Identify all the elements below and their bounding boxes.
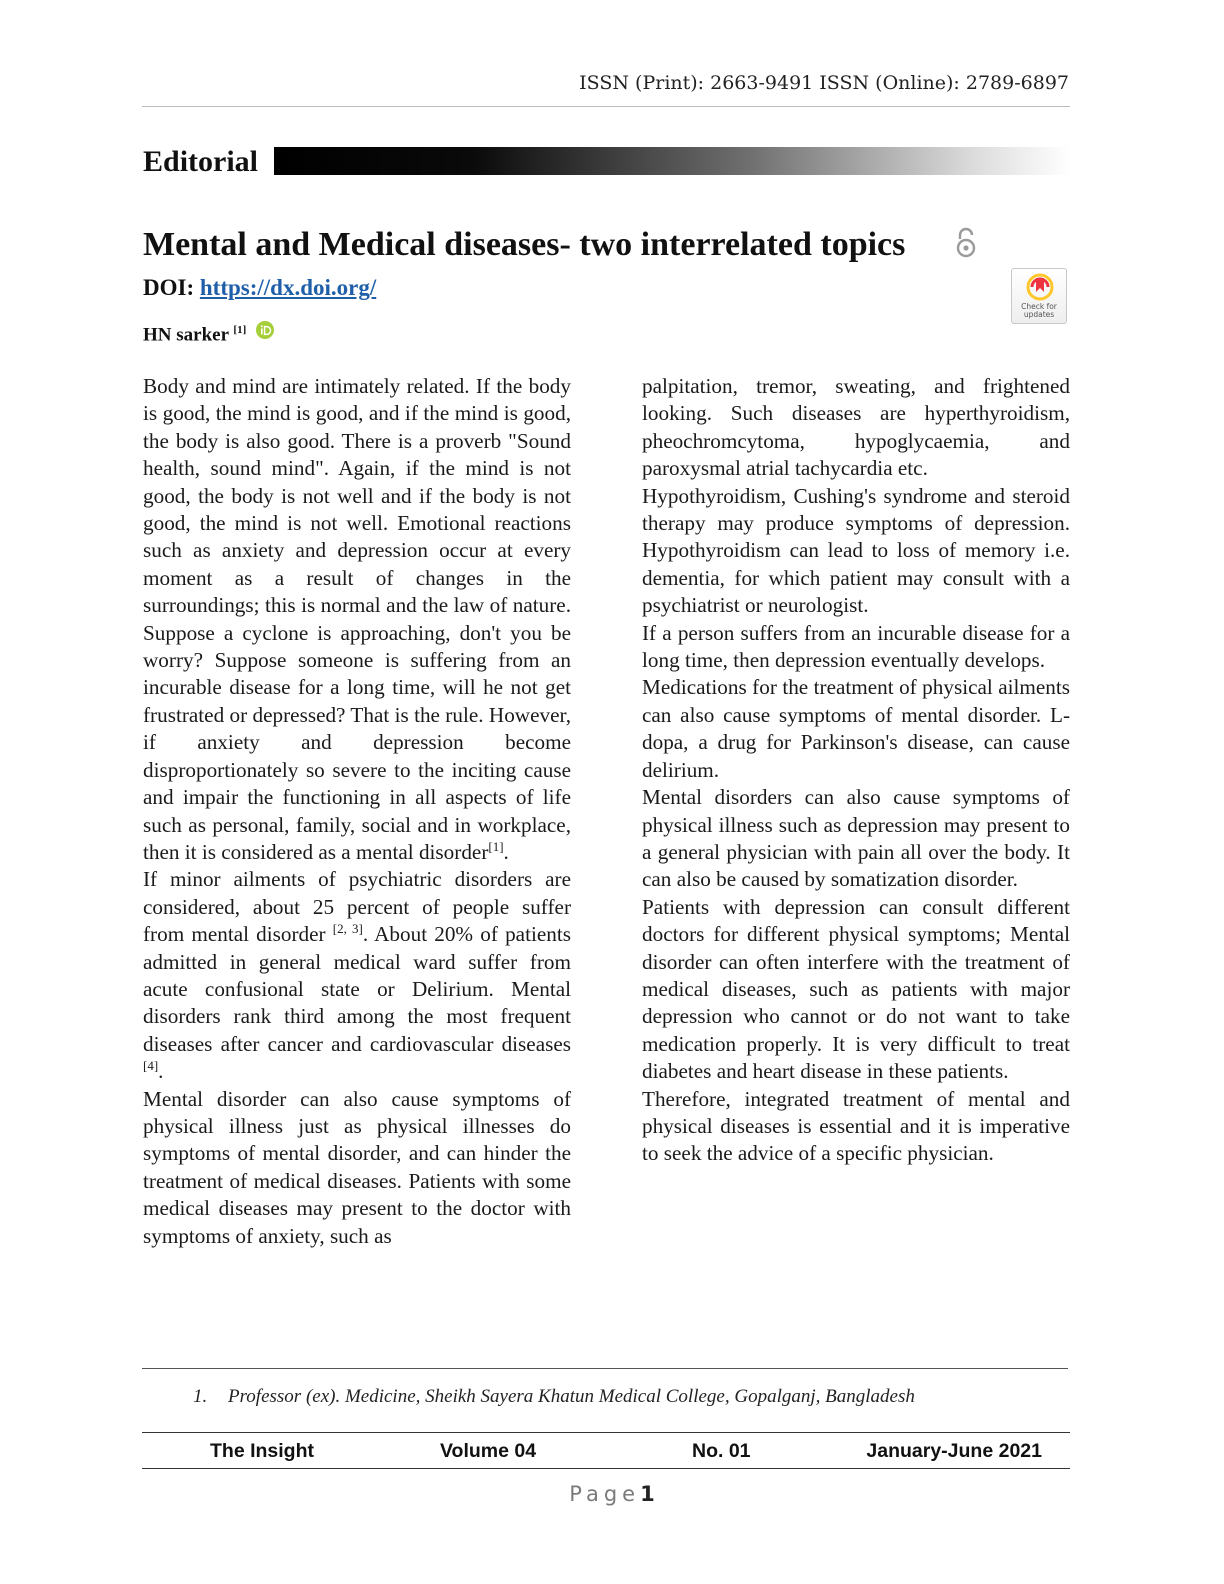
footnote-text: Professor (ex). Medicine, Sheikh Sayera Khatun Medical College, Gopalganj, Bangladesh: [228, 1386, 915, 1407]
body-column-right: [642, 373, 1070, 1168]
check-for-updates-text: [1012, 303, 1066, 319]
crossmark-icon: [1026, 273, 1054, 303]
body-column-left: [143, 373, 571, 1250]
author-line: [143, 324, 246, 346]
open-access-icon: [952, 226, 980, 260]
paragraph: If a person suffers from an incurable disease for a long time, then depression eventually develops.: [642, 620, 1070, 673]
doi-line: [143, 275, 376, 301]
paragraph: Hypothyroidism, Cushing's syndrome and steroid therapy may produce symptoms of depression. Hypothyroidism can lead to loss of memory i.e. dementia, for which patient may consult with a psychiatrist or neurologist.: [642, 483, 1070, 618]
author-affiliation-ref: [1]: [233, 324, 247, 336]
author-name: HN sarker: [143, 324, 229, 346]
footnote-number: 1.: [193, 1386, 208, 1407]
orcid-icon[interactable]: [256, 321, 274, 339]
paragraph-text: If minor ailments of psychiatric disorders are considered, about 25 percent of people suffer from mental disorder: [143, 867, 571, 947]
doi-label: DOI:: [143, 275, 195, 300]
paragraph: Mental disorder can also cause symptoms of physical illness just as physical illnesses do symptoms of mental disorder, and can hinder the treatment of medical diseases. Patients with some medical diseases may present to the doctor with symptoms of anxiety, such as: [143, 1086, 571, 1248]
footer-bottom-rule: [142, 1468, 1070, 1469]
section-gradient-bar: [274, 147, 1070, 175]
journal-volume: Volume 04: [440, 1440, 537, 1462]
badge-line-2: updates: [1023, 310, 1055, 319]
paragraph: Therefore, integrated treatment of mental and physical diseases is essential and it is imperative to seek the advice of a specific physician.: [642, 1086, 1070, 1166]
paragraph: Patients with depression can consult different doctors for different physical symptoms; Mental disorder can often interfere with the treatment of medical diseases, such as patients with major depression who cannot or do not want to take medication properly. It is very difficult to treat diabetes and heart disease in these patients.: [642, 894, 1070, 1084]
citation-ref: [1]: [488, 838, 504, 854]
paragraph: Medications for the treatment of physical ailments can also cause symptoms of mental disorder. L-dopa, a drug for Parkinson's disease, can cause delirium.: [642, 675, 1070, 782]
page-label: Page: [569, 1482, 641, 1506]
citation-ref: [4]: [143, 1058, 159, 1074]
journal-name: The Insight: [210, 1440, 314, 1462]
issn-header: ISSN (Print): 2663-9491 ISSN (Online): 2789-6897: [579, 72, 1069, 94]
paragraph-end: .: [158, 1059, 164, 1084]
article-title: Mental and Medical diseases- two interrelated topics: [143, 226, 906, 263]
badge-line-1: Check for: [1021, 302, 1057, 311]
section-label: Editorial: [143, 145, 259, 178]
paragraph-text: Body and mind are intimately related. If the body is good, the mind is good, and if the mind is good, the body is also good. There is a proverb "Sound health, sound mind". Again, if the mind is not good, the body is not well and if the body is not good, the mind is not well. Emotional reactions such as anxiety and depression occur at every moment as a result of changes in the surroundings; this is normal and the law of nature. Suppose a cyclone is approaching, don't you be worry? Suppose someone is suffering from an incurable disease for a long time, will he not get frustrated or depressed? That is the rule. However, if anxiety and depression become disproportionately so severe to the inciting cause and impair the functioning in all aspects of life such as personal, family, social and in workplace, then it is considered as a mental disorder: [143, 374, 571, 864]
citation-ref: [2, 3]: [332, 921, 363, 937]
paragraph: [143, 866, 571, 1085]
paragraph-text: . About 20% of patients admitted in general medical ward suffer from acute confusional state or Delirium. Mental disorders rank third among the most frequent diseases after cancer and cardiovascular diseases: [143, 922, 571, 1056]
paragraph: palpitation, tremor, sweating, and frightened looking. Such diseases are hyperthyroidism, pheochromcytoma, hypoglycaemia, and paroxysmal atrial tachycardia etc.: [642, 374, 1070, 481]
paragraph: [143, 373, 571, 866]
footer-top-rule: [142, 1432, 1070, 1433]
header-divider: [142, 106, 1070, 107]
section-heading: [142, 143, 1070, 179]
paragraph-end: .: [503, 839, 509, 864]
check-for-updates-badge[interactable]: [1011, 268, 1067, 324]
paragraph: Mental disorders can also cause symptoms of physical illness such as depression may present to a general physician with pain all over the body. It can also be caused by somatization disorder.: [642, 785, 1070, 892]
footnote: [193, 1386, 915, 1408]
footnote-divider: [142, 1368, 1068, 1369]
journal-footer: [142, 1440, 1070, 1464]
journal-issue: No. 01: [692, 1440, 751, 1462]
page-number: [0, 1482, 1224, 1506]
journal-date: January-June 2021: [866, 1440, 1042, 1462]
page-digit: 1: [640, 1482, 655, 1506]
doi-link[interactable]: https://dx.doi.org/: [199, 275, 377, 300]
